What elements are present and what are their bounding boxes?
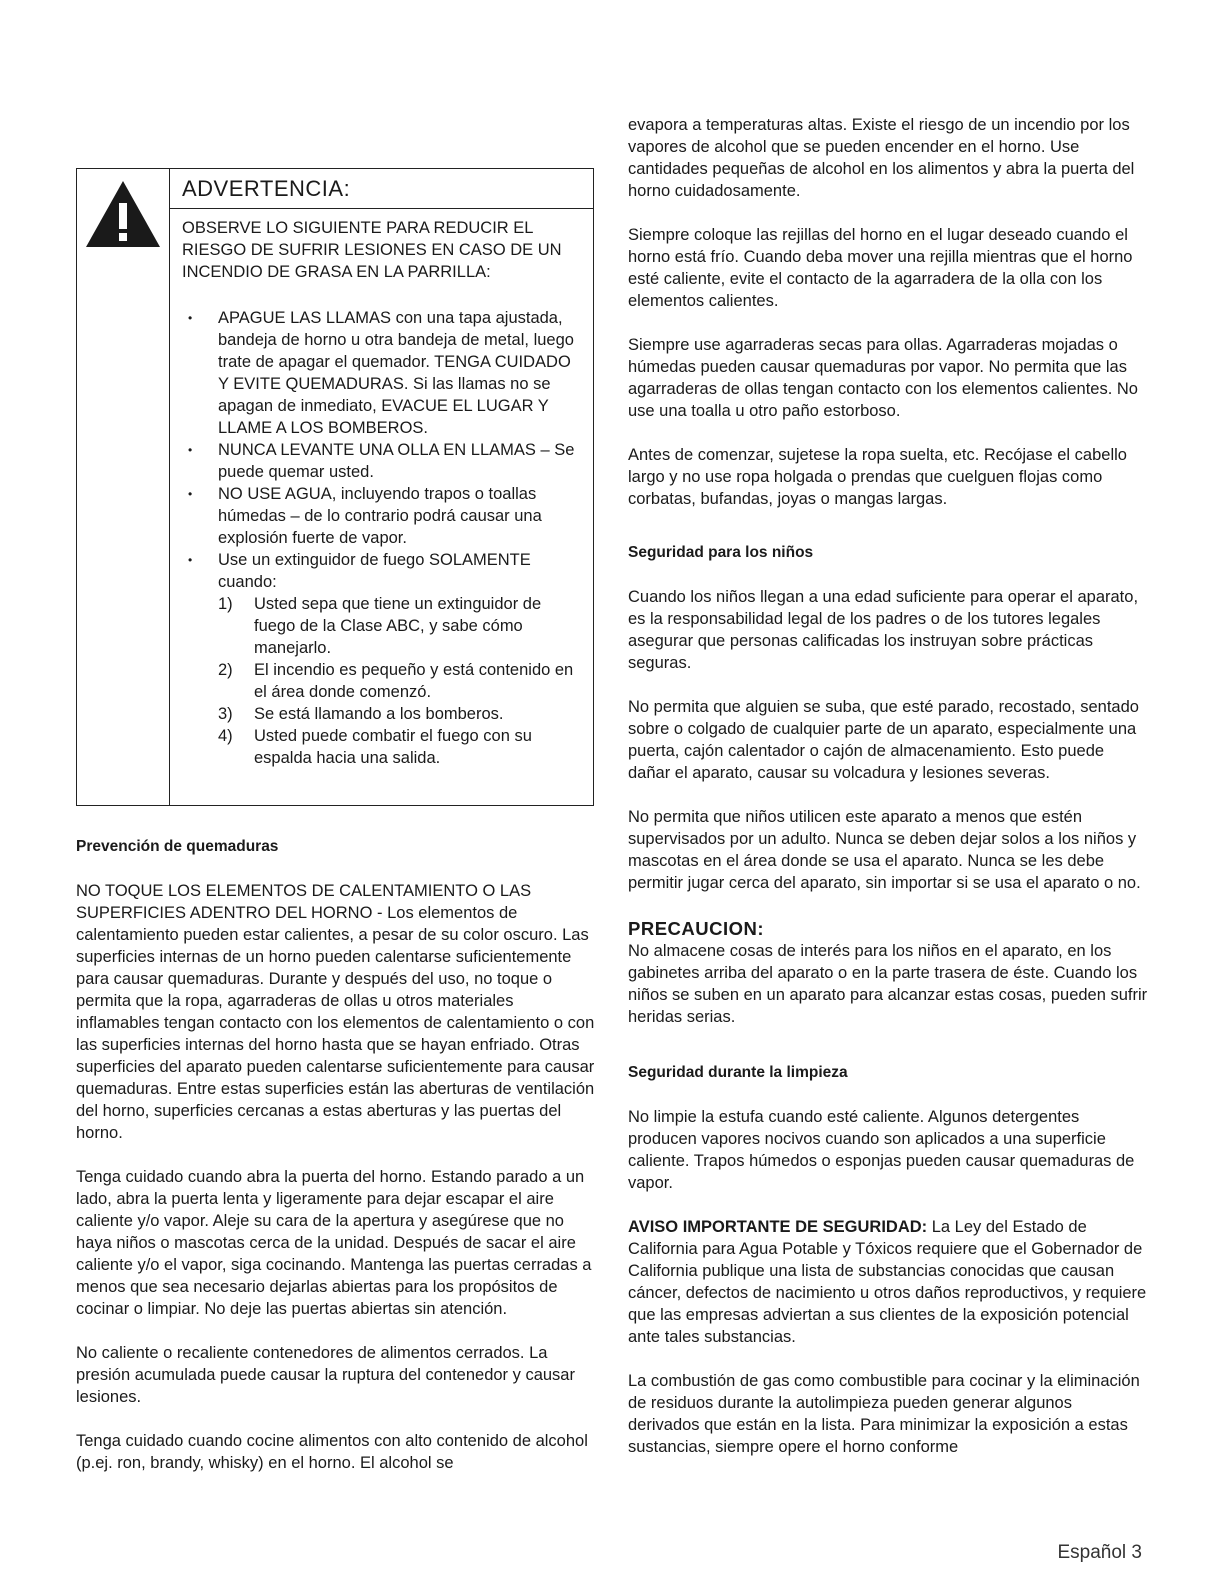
warning-bullets [182,307,583,769]
potholders-paragraph: Siempre use agarraderas secas para ollas. Agarraderas mojadas o húmedas pueden causar quemaduras por vapor. No permita que las agarraderas de ollas tengan contacto con los elementos calientes. No use una toalla u otro paño estorboso. [628,336,1138,420]
condition-number: 1) [218,595,233,613]
condition-text: El incendio es pequeño y está contenido en el área donde comenzó. [254,661,574,701]
children-paragraph: No permita que alguien se suba, que esté parado, recostado, sentado sobre o colgado de cualquier parte de un aparato, especialmente una puerta, cajón calentador o cajón de almacenamiento. Esto puede dañar el aparato, causar su volcadura y lesiones severas. [628,698,1139,782]
children-paragraph: Cuando los niños llegan a una edad suficiente para operar el aparato, es la responsabilidad legal de los padres o de los tutores legales asegurar que personas calificadas los instruyan sobre prácticas seguras. [628,588,1139,672]
safety-notice [628,1216,1148,1348]
warning-bullet [182,549,583,769]
burns-paragraph: NO TOQUE LOS ELEMENTOS DE CALENTAMIENTO O LAS SUPERFICIES ADENTRO DEL HORNO - Los elementos de calentamiento pueden estar calientes, a pesar de su color oscuro. Las superficies internas de un horno pueden calentarse suficientemente para causar quemaduras. Durante y después del uso, no toque o permita que la ropa, agarraderas de ollas u otros materiales inflamables tengan contacto con los elementos de calentamiento o con las superficies internas del horno hasta que se hayan enfriado. Otras superficies del aparato pueden calentarse suficientemente para causar quemaduras. Entre estas superficies están las aberturas de ventilación del horno, superficies cercanas a estas aberturas y las puertas del horno. [76,882,595,1142]
caution-text: No almacene cosas de interés para los niños en el aparato, en los gabinetes arriba del aparato o en la parte trasera de éste. Cuando los niños se suben en un aparato para alcanzar estas cosas, pueden sufrir heridas serias. [628,942,1148,1026]
right-column [628,114,1148,1458]
safety-notice-text: La Ley del Estado de California para Agua Potable y Tóxicos requiere que el Gobernador de California publique una lista de substancias conocidas que causan cáncer, defectos de nacimiento u otros daños reproductivos, y requiere que las empresas adviertan a sus clientes de la exposición potencial ante tales substancias. [628,1218,1147,1346]
warning-icon-cell [77,169,170,805]
condition-item [218,593,583,659]
warning-intro: OBSERVE LO SIGUIENTE PARA REDUCIR EL RIESGO DE SUFRIR LESIONES EN CASO DE UN INCENDIO DE GRASA EN LA PARRILLA: [182,219,562,281]
burns-paragraph: Tenga cuidado cuando cocine alimentos con alto contenido de alcohol (p.ej. ron, brandy, whisky) en el horno. El alcohol se [76,1432,588,1472]
children-heading: Seguridad para los niños [628,544,814,561]
warning-triangle-icon [84,179,162,249]
condition-text: Usted sepa que tiene un extinguidor de fuego de la Clase ABC, y sabe cómo manejarlo. [254,595,542,657]
condition-text: Se está llamando a los bomberos. [254,705,504,723]
left-column [76,168,596,1474]
burns-paragraph: No caliente o recaliente contenedores de alimentos cerrados. La presión acumulada puede causar la ruptura del contenedor y causar lesiones. [76,1344,575,1406]
condition-number: 2) [218,661,233,679]
warning-bullet: • NO USE AGUA, incluyendo trapos o toallas húmedas – de lo contrario podrá causar una explosión fuerte de vapor. [182,483,583,549]
racks-paragraph: Siempre coloque las rejillas del horno en el lugar deseado cuando el horno está frío. Cuando deba mover una rejilla mientras que el horno esté caliente, evite el contacto de la agarradera de la olla con los elementos calientes. [628,226,1133,310]
alcohol-continuation: evapora a temperaturas altas. Existe el riesgo de un incendio por los vapores de alcohol que se pueden encender en el horno. Use cantidades pequeñas de alcohol en los alimentos y abra la puerta del horno cuidadosamente. [628,116,1135,200]
warning-bullet-text: Use un extinguidor de fuego SOLAMENTE cuando: [218,551,531,591]
condition-number: 3) [218,705,233,723]
safety-notice-label: AVISO IMPORTANTE DE SEGURIDAD: [628,1218,928,1236]
burns-heading: Prevención de quemaduras [76,838,279,855]
burns-paragraph: Tenga cuidado cuando abra la puerta del horno. Estando parado a un lado, abra la puerta lenta y ligeramente para dejar escapar el aire caliente y/o vapor. Aleje su cara de la apertura y asegúrese que no haya niños o mascotas cerca de la unidad. Después de sacar el aire caliente y/o el vapor, siga cocinando. Mantenga las puertas cerradas a menos que sea necesario dejarlas abiertas para los propósitos de cocinar o limpiar. No deje las puertas abiertas sin atención. [76,1168,592,1318]
condition-text: Usted puede combatir el fuego con su espalda hacia una salida. [254,727,532,767]
cleaning-heading: Seguridad durante la limpieza [628,1064,848,1081]
children-paragraph: No permita que niños utilicen este aparato a menos que estén supervisados por un adulto. Nunca se deben dejar solos a los niños y mascotas en el área donde se usa el aparato. Nunca se les debe permitir jugar cerca del aparato, sin importar si se usa el aparato o no. [628,808,1141,892]
warning-bullet: • APAGUE LAS LLAMAS con una tapa ajustada, bandeja de horno u otra bandeja de metal, luego trate de apagar el quemador. TENGA CUIDADO Y EVITE QUEMADURAS. Si las llamas no se apagan de inmediato, EVACUE EL LUGAR Y LLAME A LOS BOMBEROS. [182,307,583,439]
condition-number: 4) [218,727,233,745]
warning-body [170,209,593,769]
condition-item [218,659,583,703]
condition-item [218,703,583,725]
extinguisher-conditions [218,593,583,769]
warning-title: ADVERTENCIA: [170,169,593,209]
page-footer: Español 3 [1057,1542,1142,1563]
cleaning-paragraph: La combustión de gas como combustible para cocinar y la eliminación de residuos durante la autolimpieza pueden generar algunos derivados que están en la lista. Para minimizar la exposición a estas sustancias, siempre opere el horno conforme [628,1372,1140,1456]
warning-main [170,169,593,805]
clothing-paragraph: Antes de comenzar, sujetese la ropa suelta, etc. Recójase el cabello largo y no use ropa holgada o prendas que cuelguen flojas como corbatas, bufandas, joyas o mangas largas. [628,446,1127,508]
cleaning-paragraph: No limpie la estufa cuando esté caliente. Algunos detergentes producen vapores nocivos cuando son aplicados a una superficie caliente. Trapos húmedos o esponjas pueden causar quemaduras de vapor. [628,1108,1135,1192]
warning-box [76,168,594,806]
caution-title: PRECAUCION: [628,918,765,939]
condition-item [218,725,583,769]
warning-bullet: • NUNCA LEVANTE UNA OLLA EN LLAMAS – Se puede quemar usted. [182,439,583,483]
